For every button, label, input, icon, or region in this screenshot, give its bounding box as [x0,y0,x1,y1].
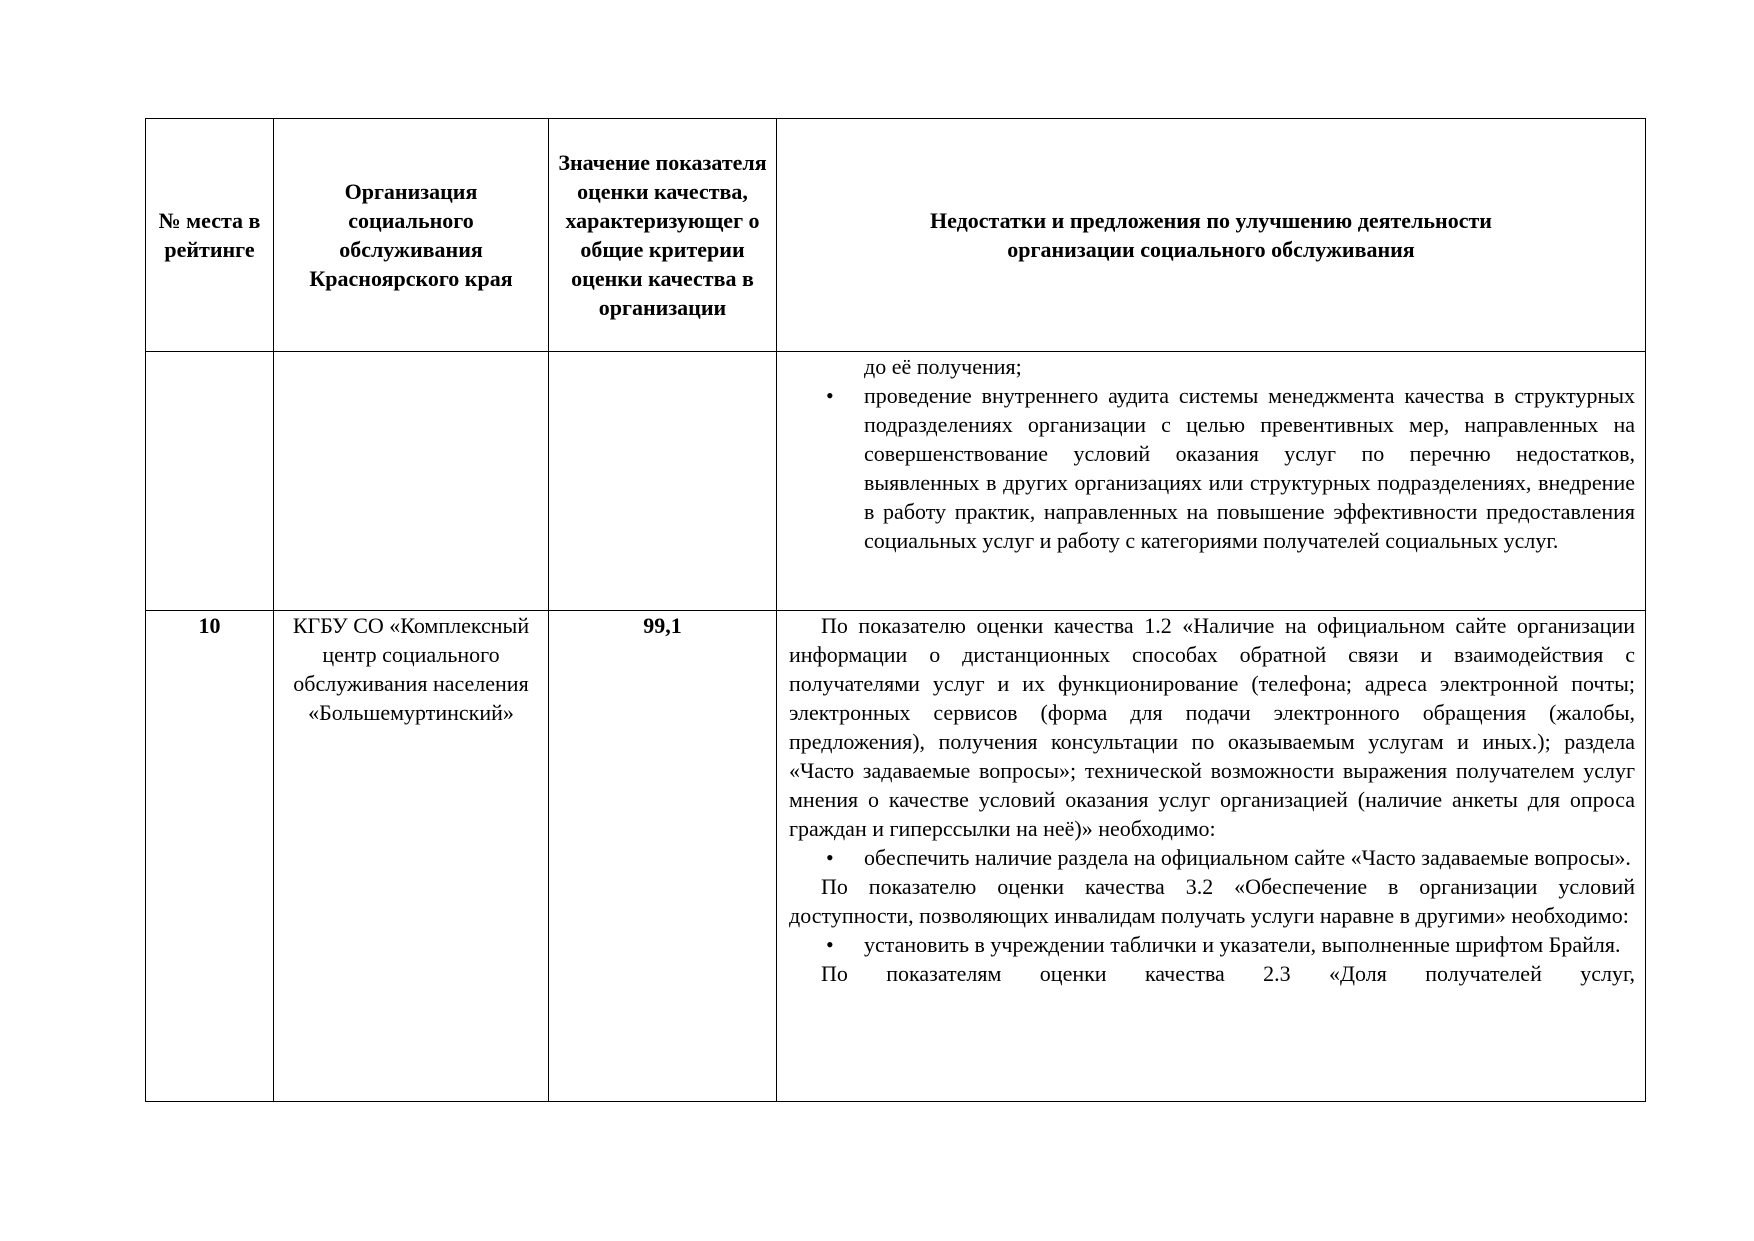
value-cell: 99,1 [549,611,777,1102]
organization-cell-empty [274,352,549,611]
bullet-icon: • [826,383,834,408]
list-item [789,930,1635,959]
list-item [789,843,1635,872]
table-header-row [146,119,1646,352]
value-cell-empty [549,352,777,611]
ratings-table [145,118,1646,1102]
bullet-icon: • [826,845,834,870]
paragraph: По показателю оценки качества 1.2 «Наличие на официальном сайте организации информации о дистанционных способах обратной связи и взаимодействия с получателями услуг и их функционирование (телефона; адреса электронной почты; электронных сервисов (форма для подачи электронного обращения (жалобы, предложения), получения консультации по оказываемым услугам и иных.); раздела «Часто задаваемые вопросы»; технической возможности выражения получателем услуг мнения о качестве условий оказания услуг организацией (наличие анкеты для опроса граждан и гиперссылки на неё)» необходимо: [789,613,1635,841]
paragraph: По показателям оценки качества 2.3 «Доля получателей услуг, [821,961,1635,986]
continuation-text: до её получения; [864,354,1022,379]
organization-cell: КГБУ СО «Комплексный центр социального обслуживания населения «Большемуртинский» [274,611,549,1102]
list-item [789,381,1635,555]
header-recommendations: Недостатки и предложения по улучшению деятельности организации социального обслуживания [777,119,1646,352]
list-item-text: проведение внутреннего аудита системы менеджмента качества в структурных подразделениях организации с целью превентивных мер, направленных на совершенствование условий оказания услуг по перечню недостатков, выявленных в других организациях или структурных подразделениях, внедрение в работу практик, направленных на повышение эффективности предоставления социальных услуг и работу с категориями получателей социальных услуг. [864,383,1635,553]
recommendations-cell [777,611,1646,1102]
rank-cell-empty [146,352,274,611]
table-row [146,352,1646,611]
table-row [146,611,1646,1102]
list-item-text: установить в учреждении таблички и указатели, выполненные шрифтом Брайля. [864,932,1621,957]
header-organization: Организация социального обслуживания Красноярского края [274,119,549,352]
bullet-list [789,843,1635,872]
list-item-text: обеспечить наличие раздела на официальном сайте «Часто задаваемые вопросы». [864,845,1631,870]
header-value: Значение показателя оценки качества, характеризующег о общие критерии оценки качества в организации [549,119,777,352]
rank-cell: 10 [146,611,274,1102]
paragraph: По показателю оценки качества 3.2 «Обеспечение в организации условий доступности, позволяющих инвалидам получать услуги наравне в другими» необходимо: [789,874,1635,928]
bullet-list [789,930,1635,959]
bullet-icon: • [826,932,834,957]
recommendations-cell [777,352,1646,611]
bullet-list [789,381,1635,555]
header-rank: № места в рейтинге [146,119,274,352]
